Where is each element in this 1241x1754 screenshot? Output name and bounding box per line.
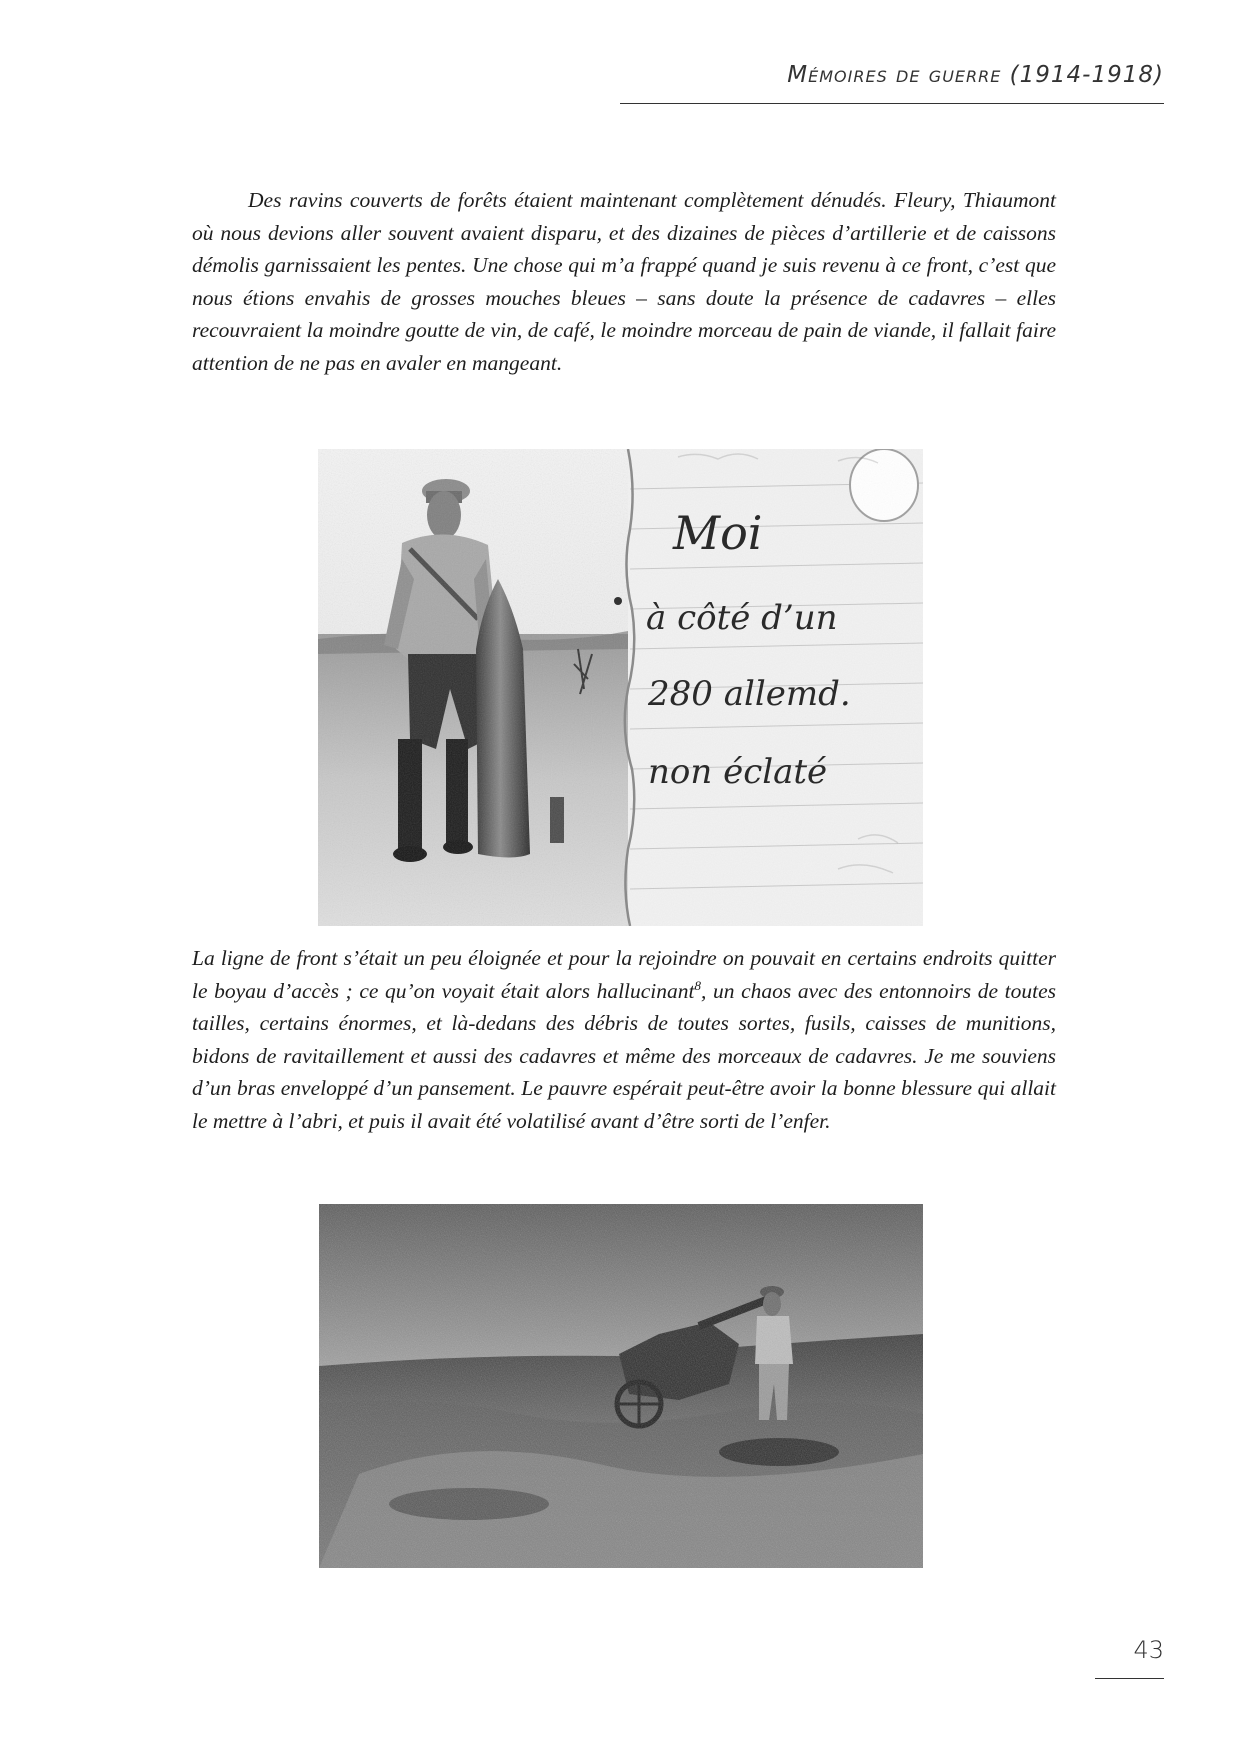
footer-rule bbox=[1095, 1678, 1164, 1679]
handwritten-note-line-1: Moi bbox=[673, 506, 763, 560]
photo-battlefield-image bbox=[319, 1204, 923, 1568]
paragraph-1: Des ravins couverts de forêts étaient maintenant complètement dénudés. Fleury, Thiaumont où nous devions aller souvent avaient disparu, et des dizaines de pièces d’artillerie et de caissons démolis garnissaient les pentes. Une chose qui m’a frappé quand je suis revenu à ce front, c’est que nous étions envahis de grosses mouches bleues – sans doute la présence de cadavres – elles recouvraient la moindre goutte de vin, de café, le moindre morceau de pain de viande, il fallait faire attention de ne pas en avaler en mangeant. bbox=[192, 188, 1056, 375]
handwritten-note-line-2: à côté d’un bbox=[646, 598, 838, 638]
running-title: Mémoires de guerre (1914-1918) bbox=[787, 62, 1164, 88]
header-rule bbox=[620, 103, 1164, 104]
footnote-reference[interactable]: 8 bbox=[694, 977, 702, 993]
handwritten-note-line-4: non éclaté bbox=[648, 752, 828, 792]
paragraph-2 bbox=[192, 942, 1056, 1138]
photo-battlefield bbox=[319, 1204, 923, 1568]
page-number: 43 bbox=[1133, 1636, 1164, 1664]
photo-soldier-image bbox=[318, 449, 923, 926]
handwritten-note-line-3: 280 allemd. bbox=[648, 674, 851, 714]
photo-soldier-with-shell bbox=[318, 449, 923, 926]
paragraph-2-part-1: La ligne de front s’était un peu éloignée et pour la rejoindre on pouvait en certains endroits quitter le boyau d’accès ; ce qu’on voyait était alors hallucinant bbox=[192, 946, 1056, 1003]
paragraph-2-part-2: , un chaos avec des entonnoirs de toutes tailles, certains énormes, et là-dedans des débris de toutes sortes, fusils, caisses de munitions, bidons de ravitaillement et aussi des cadavres et même des morceaux de cadavres. Je me souviens d’un bras enveloppé d’un pansement. Le pauvre espérait peut-être avoir la bonne blessure qui allait le mettre à l’abri, et puis il avait été volatilisé avant d’être sorti de l’enfer. bbox=[192, 978, 1056, 1133]
